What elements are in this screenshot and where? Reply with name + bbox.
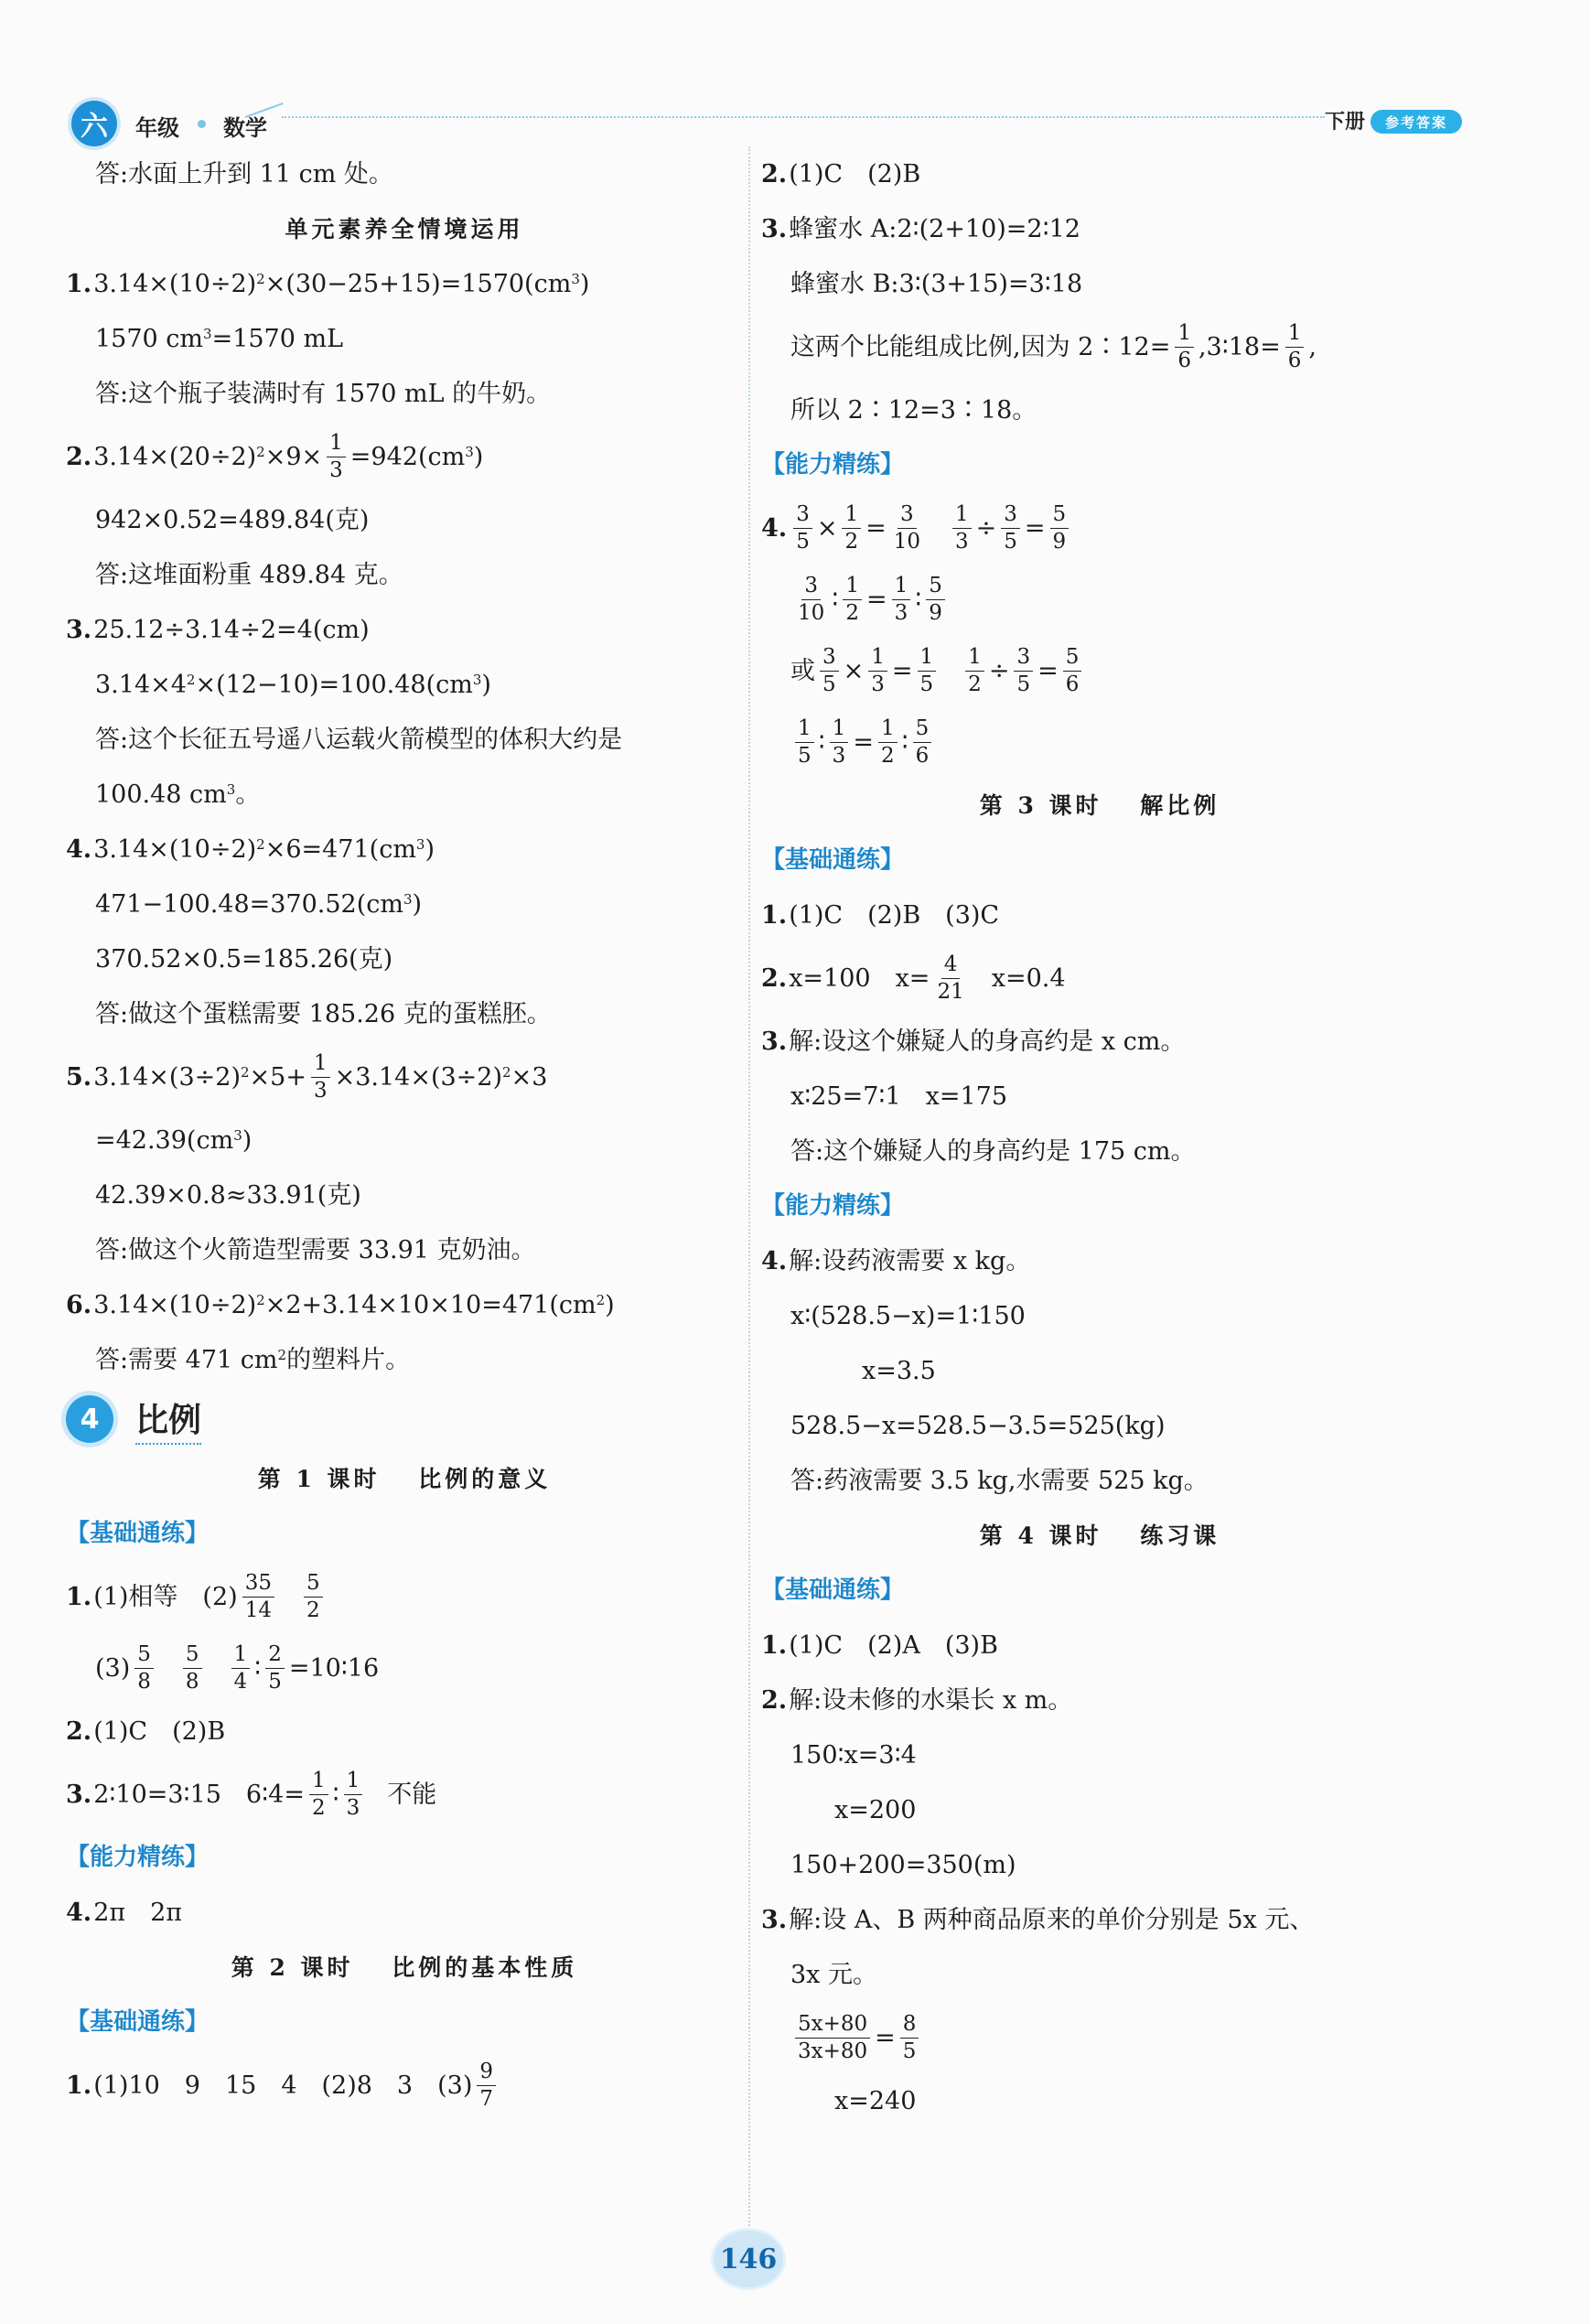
problem-3: 3. 2∶10=3∶15 6∶4= $\frac{1}{2}$ ∶ $\frac{1}{3}$ 不能 (66, 1768, 437, 1820)
right-column (761, 146, 1438, 2128)
fraction: $\frac{1}{3}$ (830, 718, 849, 767)
problem-2: 2. 解:设未修的水渠长 x m。 (761, 1685, 1073, 1715)
fraction: $\frac{3}{10}$ (893, 501, 920, 554)
fraction: $\frac{1}{5}$ (795, 718, 814, 767)
problem-1: 1. (1)C (2)B (3)C (761, 900, 1000, 930)
header-rule (282, 116, 1325, 118)
calc-line: 3.14×4 2 ×(12−10)=100.48(cm 3 ) (95, 670, 491, 699)
fraction: $\frac{1}{2}$ (965, 647, 984, 695)
page-number: 146 (714, 2231, 783, 2287)
calc-line: 或 $\frac{3}{5}$ × $\frac{1}{3}$ = $\frac{1}{5}$ $\frac{1}{2}$ ÷ $\frac{3}{5}$ = $\frac{5}{6}$ (761, 635, 1438, 706)
fraction: $\frac{3}{5}$ (1014, 647, 1033, 695)
calc-line: 所以 2∶12=3∶18。 (790, 395, 1037, 425)
calc-line: 942×0.52=489.84(克) (95, 505, 370, 534)
fraction: $\frac{5}{9}$ (1050, 504, 1070, 553)
fraction: $\frac{35}{14}$ (242, 1573, 274, 1621)
fraction: $\frac{5}{2}$ (304, 1573, 323, 1621)
unit-number-badge: 4 (66, 1395, 113, 1443)
fraction: $\frac{3}{5}$ (820, 647, 839, 695)
answer-line: 答:需要 471 cm 2 的塑料片。 (95, 1345, 411, 1374)
calc-line: 3x 元。 (790, 1960, 877, 1989)
problem-6: 6. 3.14×(10÷2) 2 ×2+3.14×10×10=471(cm 2 ) (66, 1290, 615, 1319)
calc-line: 这两个比能组成比例,因为 2∶12= $\frac{1}{6}$ ,3∶18= $\frac{1}{6}$ , (790, 320, 1317, 372)
calc-line: x∶(528.5−x)=1∶150 (790, 1301, 1026, 1330)
calc-line: 150+200=350(m) (790, 1850, 1016, 1879)
problem-3: 3. 蜂蜜水 A:2∶(2+10)=2∶12 (761, 214, 1080, 243)
subject-label: 数学 (223, 115, 267, 141)
section-label: 【能力精练】 (66, 1844, 210, 1871)
grade-label: 年级 (135, 115, 179, 141)
answer-line: 答:做这个蛋糕需要 185.26 克的蛋糕胚。 (95, 999, 552, 1028)
answer-line: 答:药液需要 3.5 kg,水需要 525 kg。 (790, 1466, 1209, 1495)
calc-line: $\frac{5x+80}{3x+80}$ = $\frac{8}{5}$ (761, 2002, 1438, 2073)
problem-4: 4. 2π 2π (66, 1898, 183, 1927)
fraction: $\frac{1}{3}$ (311, 1053, 330, 1102)
section-label: 【基础通练】 (66, 1520, 210, 1547)
fraction: $\frac{1}{2}$ (843, 576, 862, 624)
fraction: $\frac{1}{3}$ (344, 1770, 363, 1819)
answer-line: 100.48 cm 3 。 (95, 780, 261, 809)
problem-1: 1. 3.14×(10÷2) 2 ×(30−25+15)=1570(cm 3 ) (66, 269, 590, 298)
calc-line: x=200 (834, 1795, 917, 1824)
problem-3: 3. 解:设 A、B 两种商品原来的单价分别是 5x 元、 (761, 1905, 1315, 1934)
fraction: $\frac{8}{5}$ (900, 2014, 919, 2062)
calc-line: 1570 cm 3 =1570 mL (95, 324, 344, 353)
fraction: $\frac{9}{7}$ (477, 2061, 496, 2110)
fraction: $\frac{1}{3}$ (892, 576, 911, 624)
fraction: $\frac{3}{5}$ (1001, 504, 1020, 553)
fraction: $\frac{3}{5}$ (793, 504, 812, 553)
problem-2: 2. (1)C (2)B (761, 159, 921, 188)
fraction: $\frac{1}{3}$ (327, 433, 346, 481)
section-title: 单元素养全情境运用 (285, 215, 524, 242)
lesson-title: 第 4 课时 练习课 (979, 1522, 1220, 1549)
section-label: 【能力精练】 (761, 451, 905, 479)
calc-line: (3) $\frac{5}{8}$ $\frac{5}{8}$ $\frac{1}{4}$ ∶ $\frac{2}{5}$ =10∶16 (95, 1641, 380, 1694)
answer-line: 答:水面上升到 11 cm 处。 (95, 159, 393, 188)
problem-5: 5. 3.14×(3÷2) 2 ×5+ $\frac{1}{3}$ ×3.14×(3÷2) 2 ×3 (66, 1050, 548, 1103)
calc-line: x=240 (834, 2086, 917, 2115)
unit-title: 比例 (135, 1394, 201, 1445)
problem-4: 4. 解:设药液需要 x kg。 (761, 1246, 1031, 1275)
answer-line: 答:这堆面粉重 489.84 克。 (95, 560, 403, 589)
calc-line: 471−100.48=370.52(cm 3 ) (95, 889, 423, 919)
answer-line: 答:做这个火箭造型需要 33.91 克奶油。 (95, 1235, 536, 1264)
calc-line: x∶25=7∶1 x=175 (790, 1081, 1008, 1111)
column-divider (748, 146, 750, 2251)
problem-3: 3. 25.12÷3.14÷2=4(cm) (66, 615, 370, 644)
calc-line: 150∶x=3∶4 (790, 1740, 917, 1770)
problem-2: 2. 3.14×(20÷2) 2 ×9× $\frac{1}{3}$ =942(cm 3 ) (66, 430, 484, 482)
fraction: $\frac{4}{21}$ (937, 952, 964, 1004)
section-label: 【能力精练】 (761, 1192, 905, 1220)
calc-line: $\frac{1}{5}$ ∶ $\frac{1}{3}$ = $\frac{1}{2}$ ∶ $\frac{5}{6}$ (761, 706, 1438, 778)
fraction: $\frac{1}{3}$ (952, 504, 972, 553)
section-label: 【基础通练】 (66, 2008, 210, 2036)
grade-badge: 六 (71, 101, 117, 146)
calc-line: 42.39×0.8≈33.91(克) (95, 1180, 361, 1210)
lesson-title: 第 1 课时 比例的意义 (257, 1465, 552, 1492)
volume-label: 下册 (1325, 111, 1366, 134)
fraction: $\frac{1}{3}$ (868, 647, 887, 695)
calc-line: 蜂蜜水 B:3∶(3+15)=3∶18 (790, 269, 1083, 298)
fraction: $\frac{5}{8}$ (183, 1644, 202, 1693)
problem-1: 1. (1)10 9 15 4 (2)8 3 (3) $\frac{9}{7}$ (66, 2050, 743, 2121)
fraction: $\frac{1}{2}$ (878, 718, 898, 767)
fraction: $\frac{1}{5}$ (918, 647, 937, 695)
problem-4: 4. 3.14×(10÷2) 2 ×6=471(cm 3 ) (66, 834, 435, 864)
calc-line: 528.5−x=528.5−3.5=525(kg) (790, 1411, 1166, 1440)
section-label: 【基础通练】 (761, 846, 905, 874)
section-label: 【基础通练】 (761, 1576, 905, 1604)
fraction: $\frac{1}{2}$ (309, 1770, 328, 1819)
answer-line: 答:这个长征五号遥八运载火箭模型的体积大约是 (95, 725, 623, 754)
fraction: $\frac{1}{2}$ (842, 504, 861, 553)
answer-line: 答:这个瓶子装满时有 1570 mL 的牛奶。 (95, 379, 552, 408)
calc-line: x=3.5 (862, 1356, 936, 1385)
unit-heading (66, 1387, 743, 1451)
fraction: $\frac{5x+80}{3x+80}$ (795, 2014, 870, 2062)
lesson-title: 第 3 课时 解比例 (979, 791, 1220, 819)
fraction: $\frac{1}{4}$ (231, 1644, 251, 1693)
problem-4: 4. $\frac{3}{5}$ × $\frac{1}{2}$ = $\frac{3}{10}$ $\frac{1}{3}$ ÷ $\frac{3}{5}$ = $\frac{5}{9}$ (761, 492, 1438, 564)
problem-2: 2. (1)C (2)B (66, 1716, 226, 1746)
fraction: $\frac{5}{6}$ (1063, 647, 1082, 695)
calc-line: 370.52×0.5=185.26(克) (95, 944, 393, 974)
fraction: $\frac{2}{5}$ (265, 1644, 285, 1693)
fraction: $\frac{3}{10}$ (798, 573, 825, 625)
fraction: $\frac{5}{9}$ (926, 576, 945, 624)
calc-line: =42.39(cm 3 ) (95, 1125, 253, 1155)
problem-2: 2. x=100 x= $\frac{4}{21}$ x=0.4 (761, 952, 1066, 1004)
lesson-title: 第 2 课时 比例的基本性质 (231, 1953, 578, 1981)
fraction: $\frac{1}{6}$ (1285, 323, 1305, 371)
problem-1: 1. (1)C (2)A (3)B (761, 1630, 998, 1660)
problem-1: 1. (1)相等 (2) $\frac{35}{14}$ $\frac{5}{2}$ (66, 1561, 743, 1632)
left-column (66, 146, 743, 2121)
answer-tag: 参考答案 (1371, 110, 1462, 134)
dot-icon (198, 120, 206, 128)
answer-line: 答:这个嫌疑人的身高约是 175 cm。 (790, 1136, 1196, 1166)
fraction: $\frac{1}{6}$ (1175, 323, 1194, 371)
problem-3: 3. 解:设这个嫌疑人的身高约是 x cm。 (761, 1027, 1186, 1056)
fraction: $\frac{5}{8}$ (134, 1644, 154, 1693)
calc-line: $\frac{3}{10}$ ∶ $\frac{1}{2}$ = $\frac{1}{3}$ ∶ $\frac{5}{9}$ (761, 564, 1438, 635)
fraction: $\frac{5}{6}$ (913, 718, 932, 767)
